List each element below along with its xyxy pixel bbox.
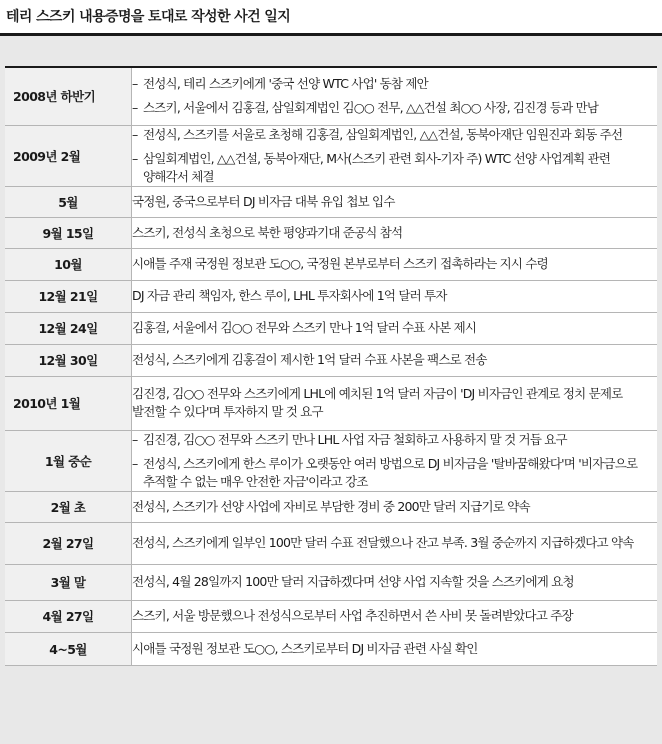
timeline-row bbox=[5, 67, 657, 125]
timeline-events bbox=[132, 522, 658, 564]
timeline-events bbox=[132, 312, 658, 344]
timeline-date: 2008년 하반기 bbox=[5, 67, 132, 125]
page-title: 테리 스즈키 내용증명을 토대로 작성한 사건 일지 bbox=[6, 9, 291, 25]
timeline-row bbox=[5, 125, 657, 186]
event-line-text: 국정원, 중국으로부터 DJ 비자금 대북 유입 첩보 입수 bbox=[132, 193, 395, 209]
event-bullet bbox=[132, 126, 657, 144]
event-line-text: 스즈키, 서울에서 김홍걸, 삼일회계법인 김○○ 전무, △△건설 최○○ 사장, 김진경 등과 만남 bbox=[143, 100, 599, 116]
event-line-text: DJ 자금 관리 책임자, 한스 루이, LHL 투자회사에 1억 달러 투자 bbox=[132, 288, 447, 303]
event-line-text: 전성식, 스즈키에게 한스 루이가 오랫동안 여러 방법으로 DJ 비자금을 '탈바꿈해왔다'며 '비자금으로 추적할 수 없는 매우 안전한 자금'이라고 강조 bbox=[143, 455, 638, 489]
event-bullet bbox=[132, 455, 657, 491]
timeline-row bbox=[5, 280, 657, 312]
event-line-text: 전성식, 스즈키가 선양 사업에 자비로 부담한 경비 중 200만 달러 지급기로 약속 bbox=[132, 498, 530, 514]
timeline-date: 12월 24일 bbox=[5, 312, 132, 344]
timeline-events bbox=[132, 280, 658, 312]
timeline-date: 2010년 1월 bbox=[5, 376, 132, 430]
timeline-row bbox=[5, 522, 657, 564]
timeline-events bbox=[132, 600, 658, 632]
event-line-text: 시애틀 국정원 정보관 도○○, 스즈키로부터 DJ 비자금 관련 사실 확인 bbox=[132, 640, 478, 656]
timeline-row bbox=[5, 632, 657, 665]
event-line-text: 김진경, 김○○ 전무와 스즈키 만나 LHL 사업 자금 철회하고 사용하지 말 것 거듭 요구 bbox=[143, 431, 567, 447]
timeline-events bbox=[132, 430, 658, 491]
event-text bbox=[132, 351, 657, 369]
timeline-date: 2월 27일 bbox=[5, 522, 132, 564]
timeline-events bbox=[132, 344, 658, 376]
event-text bbox=[132, 640, 657, 658]
timeline-row bbox=[5, 217, 657, 248]
timeline-events bbox=[132, 632, 658, 665]
chronology-table bbox=[5, 66, 657, 666]
bullet-dash: – bbox=[132, 126, 138, 142]
timeline-date: 2월 초 bbox=[5, 491, 132, 522]
event-line-text: 스즈키, 전성식 초청으로 북한 평양과기대 준공식 참석 bbox=[132, 224, 403, 240]
timeline-date: 2009년 2월 bbox=[5, 125, 132, 186]
timeline-date: 12월 30일 bbox=[5, 344, 132, 376]
event-line-text: 김홍걸, 서울에서 김○○ 전무와 스즈키 만나 1억 달러 수표 사본 제시 bbox=[132, 320, 477, 335]
event-text bbox=[132, 255, 657, 273]
bullet-dash: – bbox=[132, 100, 138, 116]
timeline-row bbox=[5, 376, 657, 430]
event-bullet bbox=[132, 99, 657, 117]
timeline-events bbox=[132, 186, 658, 217]
timeline-row bbox=[5, 344, 657, 376]
timeline-events bbox=[132, 564, 658, 600]
event-text bbox=[132, 385, 657, 421]
event-line-text: 전성식, 4월 28일까지 100만 달러 지급하겠다며 선양 사업 지속할 것을 스즈키에게 요청 bbox=[132, 574, 574, 589]
timeline-date: 1월 중순 bbox=[5, 430, 132, 491]
bullet-dash: – bbox=[132, 455, 138, 471]
timeline-events bbox=[132, 248, 658, 280]
event-text bbox=[132, 287, 657, 305]
timeline-row bbox=[5, 564, 657, 600]
timeline-date: 4~5월 bbox=[5, 632, 132, 665]
timeline-row bbox=[5, 312, 657, 344]
timeline-date: 10월 bbox=[5, 248, 132, 280]
event-text bbox=[132, 319, 657, 337]
bullet-dash: – bbox=[132, 76, 138, 92]
timeline-date: 3월 말 bbox=[5, 564, 132, 600]
event-line-text: 전성식, 스즈키에게 김홍걸이 제시한 1억 달러 수표 사본을 팩스로 전송 bbox=[132, 352, 487, 367]
event-text bbox=[132, 534, 657, 552]
event-line-text: 전성식, 테리 스즈키에게 '중국 선양 WTC 사업' 동참 제안 bbox=[143, 76, 428, 92]
event-text bbox=[132, 498, 657, 516]
timeline-date: 5월 bbox=[5, 186, 132, 217]
event-line-text: 시애틀 주재 국정원 정보관 도○○, 국정원 본부로부터 스즈키 접촉하라는 지시 수령 bbox=[132, 256, 548, 271]
event-text bbox=[132, 607, 657, 625]
timeline-date: 12월 21일 bbox=[5, 280, 132, 312]
timeline-events bbox=[132, 376, 658, 430]
timeline-events bbox=[132, 217, 658, 248]
event-line-text: 스즈키, 서울 방문했으나 전성식으로부터 사업 추진하면서 쓴 사비 못 돌려받았다고 주장 bbox=[132, 608, 573, 623]
timeline-date: 9월 15일 bbox=[5, 217, 132, 248]
event-text bbox=[132, 193, 657, 211]
timeline-row bbox=[5, 186, 657, 217]
bullet-dash: – bbox=[132, 150, 138, 166]
timeline-row bbox=[5, 430, 657, 491]
event-text bbox=[132, 224, 657, 242]
event-line-text: 전성식, 스즈키에게 일부인 100만 달러 수표 전달했으나 잔고 부족. 3월 중순까지 지급하겠다고 약속 bbox=[132, 535, 634, 550]
timeline-date: 4월 27일 bbox=[5, 600, 132, 632]
event-line-text: 삼일회계법인, △△건설, 동북아재단, M사(스즈키 관련 회사-기자 주) WTC 선양 사업계획 관련 양해각서 체결 bbox=[143, 150, 611, 184]
timeline-events bbox=[132, 491, 658, 522]
timeline-events bbox=[132, 125, 658, 186]
event-line-text: 전성식, 스즈키를 서울로 초청해 김홍걸, 삼일회계법인, △△건설, 동북아재단 임원진과 회동 주선 bbox=[143, 126, 623, 142]
event-line-text: 김진경, 김○○ 전무와 스즈키에게 LHL에 예치된 1억 달러 자금이 'DJ 비자금인 관계로 정치 문제로 발전할 수 있다'며 투자하지 말 것 요구 bbox=[132, 386, 623, 419]
timeline-row bbox=[5, 248, 657, 280]
bullet-dash: – bbox=[132, 431, 138, 447]
event-bullet bbox=[132, 75, 657, 93]
timeline-events bbox=[132, 67, 658, 125]
event-bullet bbox=[132, 431, 657, 449]
event-bullet bbox=[132, 150, 657, 186]
event-text bbox=[132, 573, 657, 591]
timeline-row bbox=[5, 491, 657, 522]
timeline-row bbox=[5, 600, 657, 632]
